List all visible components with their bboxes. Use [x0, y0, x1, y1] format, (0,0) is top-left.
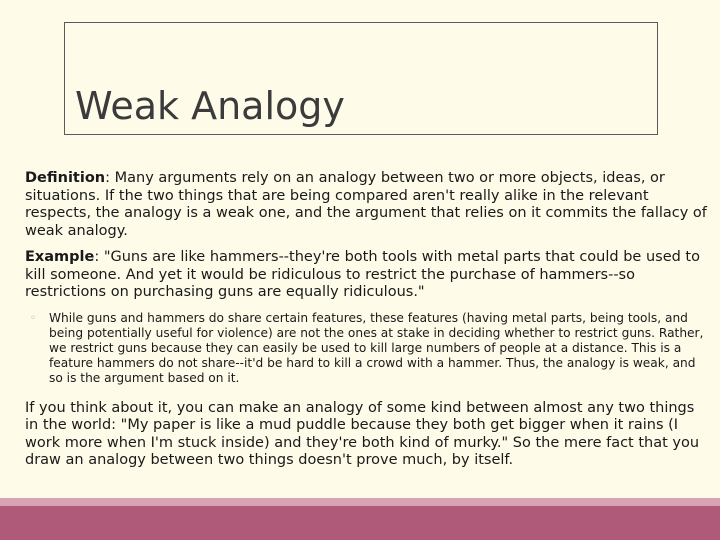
- closing-paragraph: If you think about it, you can make an analogy of some kind between almost any two things in the world: "My paper is like a mud puddle because they both get bigger when it rains (I work more when I'm stuck inside) and they're both kind of murky." So the mere fact that you draw an analogy between two things doesn't prove much, by itself.: [25, 399, 700, 469]
- example-lead: Example: [25, 249, 95, 265]
- slide-body: [25, 170, 709, 479]
- definition-lead: Definition: [25, 170, 106, 186]
- definition-text: : Many arguments rely on an analogy between two or more objects, ideas, or situations. If the two things that are being compared aren't really alike in the relevant respects, the analogy is a weak one, and the argument that relies on it commits the fallacy of weak analogy.: [25, 170, 707, 239]
- slide-title: Weak Analogy: [75, 84, 345, 128]
- definition-paragraph: [25, 170, 709, 240]
- example-paragraph: [25, 249, 709, 302]
- bullet-text: While guns and hammers do share certain features, these features (having metal parts, being tools, and being potentially useful for violence) are not the ones at stake in deciding whether to restrict guns. Rather, we restrict guns because they can easily be used to kill large numbers of people at a distance. This is a feature hammers do not share--it'd be hard to kill a crowd with a hammer. Thus, the analogy is weak, and so is the argument based on it.: [49, 310, 704, 386]
- bullet-marker-icon: ◦: [30, 312, 36, 324]
- title-box: [64, 22, 658, 135]
- example-text: : "Guns are like hammers--they're both tools with metal parts that could be used to kill someone. And yet it would be ridiculous to restrict the purchase of hammers--so restrictions on purchasing guns are equally ridiculous.": [25, 249, 700, 300]
- footer-band: [0, 506, 720, 540]
- footer-band-light: [0, 498, 720, 506]
- explanation-bullet: [25, 311, 709, 387]
